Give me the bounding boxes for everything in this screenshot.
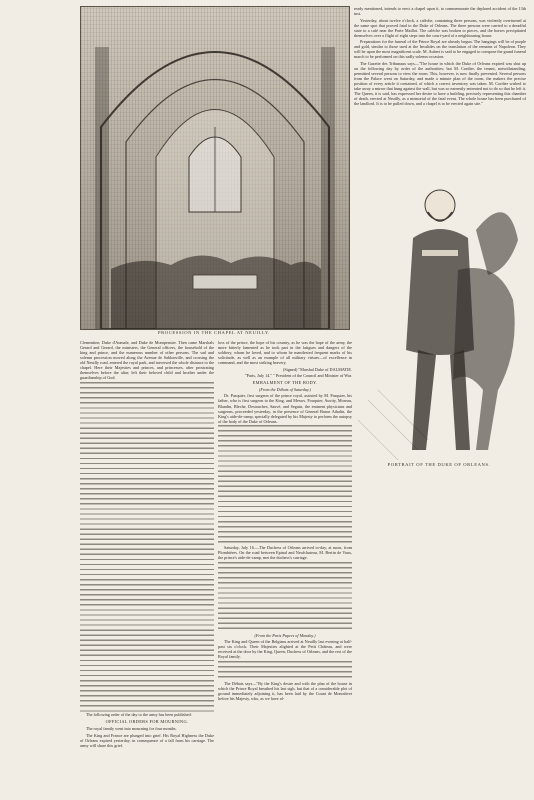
source-note: (From the Débats of Saturday.) [258, 387, 312, 393]
paragraph: loss of the prince, the hope of his country, as he was the hope of the army, the more bitterly lamented as he took part in the fatigues and dangers of the soldiery, whom he loved, and to whom he manifested frequent marks of his solicitude, as well as an example of all military virtues—of excellence in command, and the most striking bravery. [218, 340, 352, 366]
bottom-column-2 [218, 340, 352, 794]
text-lines [80, 382, 214, 712]
duke-portrait-engraving [358, 150, 520, 460]
paragraph: Clementine, Duke d'Aumale, and Duke de Montpensier. Then came Marshals Gerard and Gerard, the ministers, the General officers, the household of the king and prince, and the numerous number of other persons. The sad and solemn procession moved along the Avenue de Sablonville, and crossing the old Neuilly road, entered the royal park, and traversed the whole distance to the chapel. Here their Majesties and princes, and princesses, after prostrating themselves before the altar, left their beloved child and brother under the guardianship of God. [80, 340, 214, 381]
paragraph: ready mentioned, intends to erect a chapel upon it, to commemorate the deplored accident of the 13th inst. [354, 6, 526, 17]
procession-caption: PROCESSION IN THE CHAPEL AT NEUILLY. [157, 330, 271, 335]
procession-engraving [80, 6, 350, 330]
paragraph: The King and Queen of the Belgians arrived at Neuilly last evening at half-past six o'clock. Their Majesties alighted at the Petit Château, and were received at the door by the King, Queen, Duchess of Orleans, and the rest of the Royal family. [218, 638, 352, 660]
text-lines [218, 562, 352, 632]
paragraph: The King and France are plunged into grief. His Royal Highness the Duke of Orleans expired yesterday, in consequence of a fall from his carriage. The army will share this grief. [80, 732, 214, 748]
top-right-column [354, 6, 526, 148]
source-note: (From the Paris Papers of Monday.) [254, 632, 316, 638]
text-lines [218, 661, 352, 681]
procession-illustration [81, 7, 349, 329]
paragraph: The Gazette des Tribunaux says—"The house in which the Duke of Orleans expired was shut up on the following day by order of the authorities; but M. Cordier, the tenant, notwithstanding, permitted several persons to view the room. This, however, is now finally prevented. Several persons from the Palace went on Saturday, and made a minute plan of the room, the makers the precise position of every article it contained, of which a correct inventory was taken. M. Cordier wished to take away a mirror that hung against the wall, but was so earnestly entreated not to do so that he left it. The Queen, it is said, has expressed her desire to have a building, precisely representing this chamber of death, erected at Neuilly, as a memorial of the fatal event. The whole house has been purchased of the landlord. It is to be pulled down, and a chapel is to be erected again site." [354, 60, 526, 107]
section-heading: OFFICIAL ORDERS FOR MOURNING. [105, 718, 189, 724]
paragraph: The following order of the day to the army has been published: [86, 711, 192, 717]
bottom-column-1 [80, 340, 214, 794]
newspaper-page [8, 6, 526, 794]
paragraph: Dr. Pasquier, first surgeon of the prince royal, assisted by M. Pasquier, his father, who is first surgeon to the King, and Messrs. Fouquier, Auvity, Moreau, Blandin, Bleche, Destouches, Sauvé, and Seguin, the eminent physicians and surgeons, proceeded yesterday, in the presence of General Baron Athalin, the King's aide-de-camp, specially delegated by his Majesty to perform the autopsy of the body of the Duke of Orleans. [218, 393, 352, 424]
signature: (Signed) "Marshal Duke of DALMATIE. [282, 366, 352, 372]
duke-portrait-caption: PORTRAIT OF THE DUKE OF ORLEANS. [387, 462, 491, 467]
text-lines [218, 425, 352, 545]
section-heading: EMBALMENT OF THE BODY. [252, 380, 318, 386]
paragraph: Preparations for the funeral of the Prince Royal are already begun. The hangings will be of purple and gold, similar to those used at the Invalides on the translation of the remains of Napoleon. They will be upon the most magnificent scale. M. Aubert is said to be engaged to compose the grand funeral march to be performed on this sadly solemn occasion. [354, 39, 526, 60]
paragraph: Saturday, July 16.—The Duchess of Orleans arrived to-day, at noon, from Plombières. On the road between Epinal and Neufchateau, M. Bertin de Vaux, the prince's aide-de-camp, met the duchess's carriage. [218, 545, 352, 561]
paragraph: The Débats says—"By the King's desire and with the plan of the house in which the Prince Royal breathed his last sigh, but that of a considerable plot of ground immediately adjoining it, has been laid by the Count de Montalivet before his Majesty, who, as we have al- [218, 680, 352, 701]
signature: "Paris, July 14." " President of the Council and Minister of War. [244, 373, 352, 379]
paragraph: Yesterday, about twelve o'clock, a calèche, containing three persons, was violently overturned at the same spot that proved fatal to the Duke of Orleans. The three persons were carried to a dreadful state to a café near the Porte Maillot. The calèche was broken to pieces, and the horses precipitated themselves over a flight of eight steps into the court-yard of a neighbouring house. [354, 17, 526, 38]
duke-portrait-illustration [358, 150, 520, 460]
paragraph: The royal family went into mourning for four months. [86, 725, 177, 731]
